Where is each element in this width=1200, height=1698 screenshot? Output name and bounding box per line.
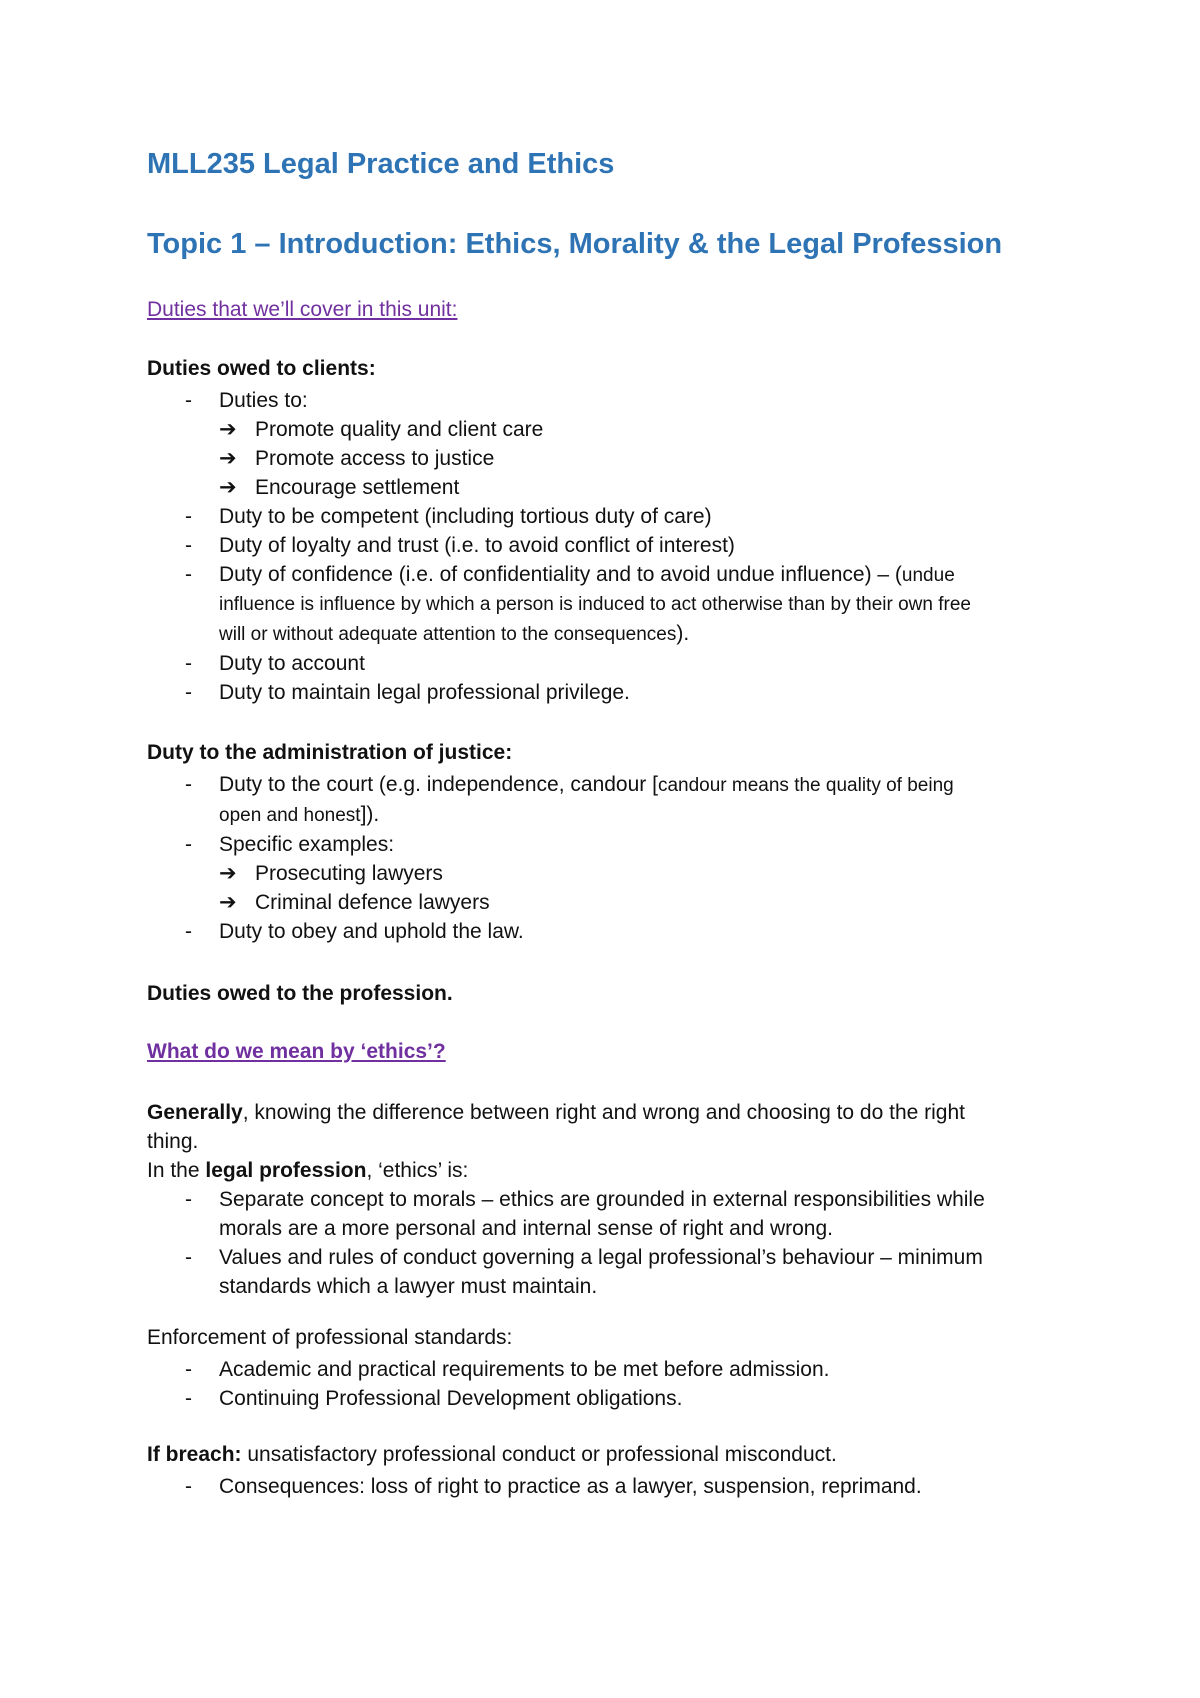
breach-paragraph: If breach: unsatisfactory professional conduct or professional misconduct. [147,1443,837,1466]
list-item-continuation: influence is influence by which a person is induced to act otherwise than by their own free [219,594,971,615]
sub-item: ➔ Prosecuting lawyers [147,859,954,888]
ethics-heading: What do we mean by ‘ethics’? [147,1040,446,1063]
arrow-icon: ➔ [219,476,237,499]
list-item-continuation: open and honest]). [219,803,380,826]
justice-list [147,770,954,946]
profession-heading: Duties owed to the profession. [147,982,453,1005]
sub-item: ➔ Criminal defence lawyers [147,888,954,917]
list-item: - Duty to the court (e.g. independence, candour [candour means the quality of being [185,773,954,796]
sub-item: ➔ Promote quality and client care [147,415,971,444]
document-title: MLL235 Legal Practice and Ethics [147,148,615,180]
clients-heading: Duties owed to clients: [147,357,376,380]
topic-heading: Topic 1 – Introduction: Ethics, Morality & the Legal Profession [147,228,1003,260]
ethics-list [147,1185,985,1301]
list-item: - Duty to be competent (including tortious duty of care) [185,505,712,528]
list-item: - Duties to: [147,386,971,415]
sub-item: ➔ Encourage settlement [147,473,971,502]
list-item: - Duty to obey and uphold the law. [185,920,524,943]
list-item: - Values and rules of conduct governing a legal professional’s behaviour – minimum [185,1246,983,1269]
list-item: - Academic and practical requirements to be met before admission. [185,1358,830,1381]
list-item: - Duty of confidence (i.e. of confidentiality and to avoid undue influence) – (undue [185,563,955,586]
arrow-icon: ➔ [219,447,237,470]
list-item: - Continuing Professional Development obligations. [185,1387,683,1410]
arrow-icon: ➔ [219,891,237,914]
list-item: - Separate concept to morals – ethics are grounded in external responsibilities while [185,1188,985,1211]
arrow-icon: ➔ [219,862,237,885]
list-item: - Duty to maintain legal professional privilege. [185,681,630,704]
justice-heading: Duty to the administration of justice: [147,741,513,764]
enforcement-heading: Enforcement of professional standards: [147,1326,513,1349]
dash-bullet: - [185,389,192,412]
list-item: - Consequences: loss of right to practice as a lawyer, suspension, reprimand. [185,1475,922,1498]
duties-heading: Duties that we’ll cover in this unit: [147,298,458,321]
list-item-continuation: morals are a more personal and internal sense of right and wrong. [219,1217,834,1240]
sub-item: ➔ Promote access to justice [147,444,971,473]
clients-list [147,386,971,707]
enforcement-list [147,1355,829,1413]
list-item: - Duty to account [185,652,365,675]
list-item-continuation: standards which a lawyer must maintain. [219,1275,598,1298]
generally-paragraph: Generally, knowing the difference between right and wrong and choosing to do the right thing. In the legal profession, ‘ethics’ is: [147,1101,965,1182]
list-item-continuation: will or without adequate attention to the consequences). [219,622,690,645]
arrow-icon: ➔ [219,418,237,441]
list-item: - Specific examples: [185,833,395,856]
list-item: - Duty of loyalty and trust (i.e. to avoid conflict of interest) [185,534,735,557]
breach-list [147,1472,922,1501]
